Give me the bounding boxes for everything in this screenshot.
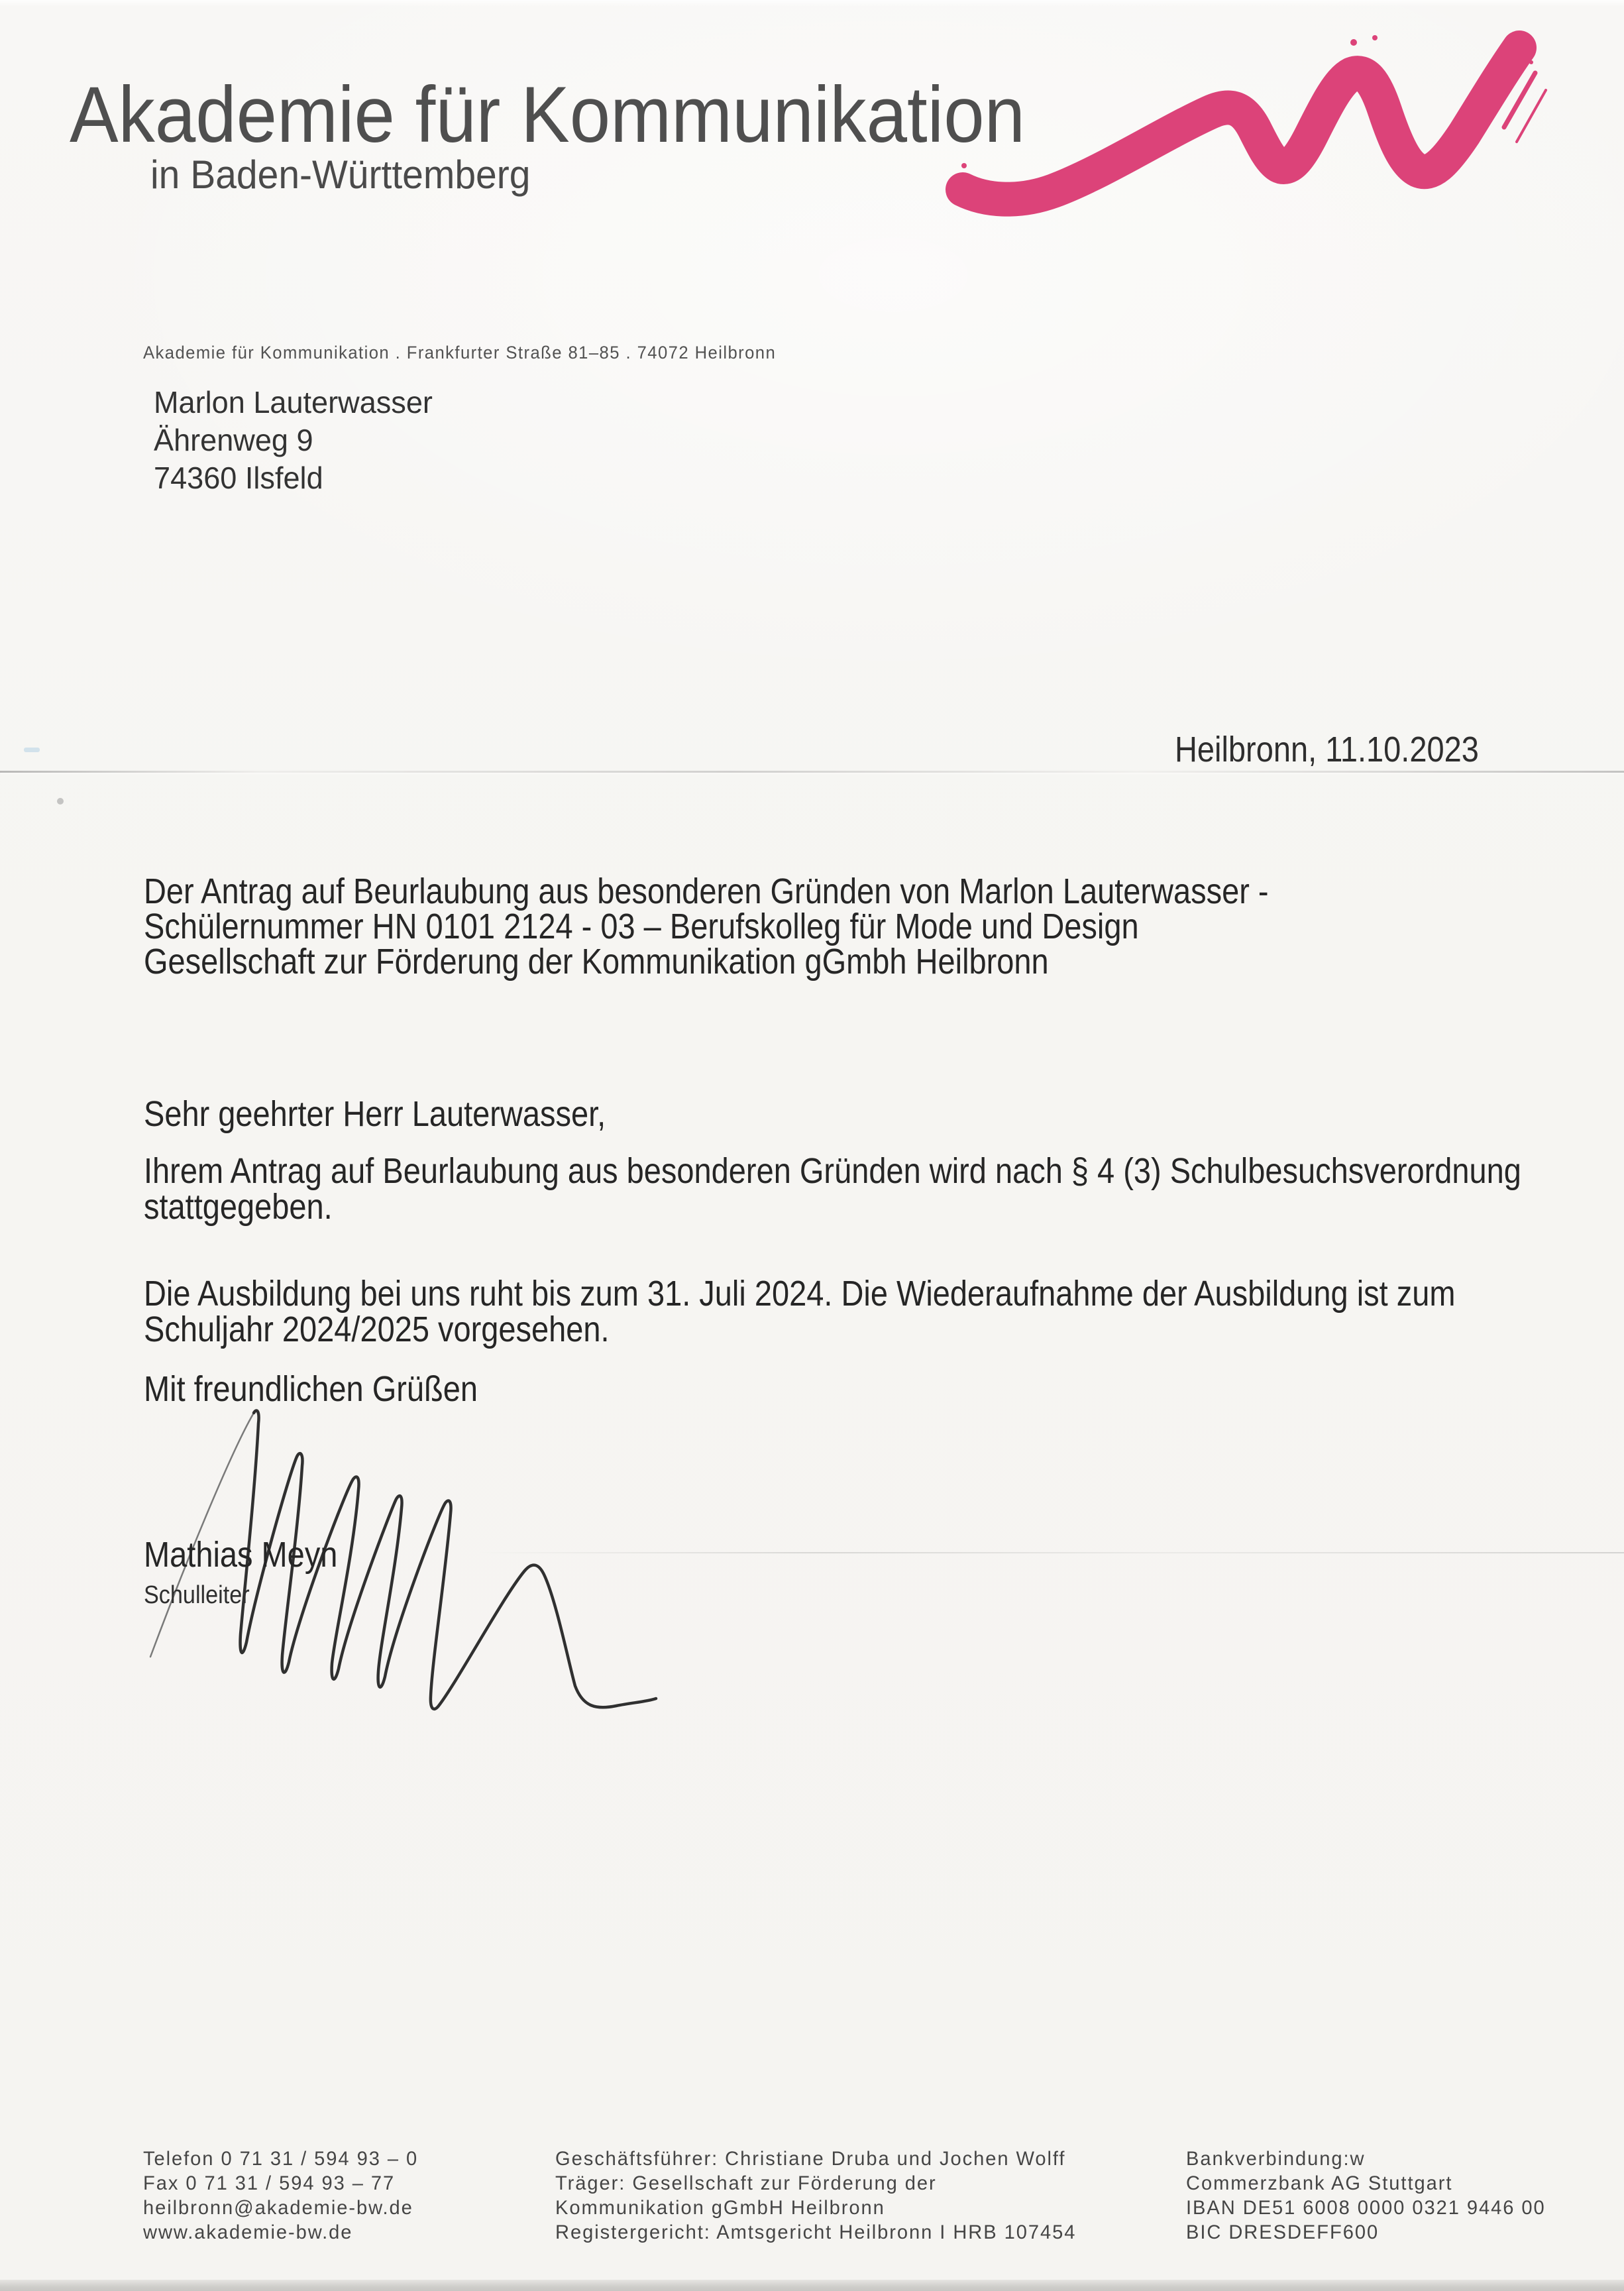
body-paragraph-2 <box>144 1276 1624 1347</box>
paragraph-line: Die Ausbildung bei uns ruht bis zum 31. Juli 2024. Die Wiederaufnahme der Ausbildung ist zum <box>144 1274 1456 1313</box>
footer-carrier-2: Kommunikation gGmbH Heilbronn <box>555 2197 885 2219</box>
footer-bic: BIC DRESDEFF600 <box>1186 2221 1380 2243</box>
paragraph-line: stattgegeben. <box>144 1187 333 1227</box>
footer-bank-name: Commerzbank AG Stuttgart <box>1186 2172 1453 2194</box>
footer-bank-label: Bankverbindung:w <box>1186 2148 1366 2170</box>
paragraph-line: Ihrem Antrag auf Beurlaubung aus besonderen Gründen wird nach § 4 (3) Schulbesuchsverordnung <box>144 1151 1521 1191</box>
salutation <box>144 1094 675 1134</box>
paragraph-line: Schuljahr 2024/2025 vorgesehen. <box>144 1310 610 1349</box>
date-line: Heilbronn, 11.10.2023 <box>1175 730 1479 769</box>
scan-top-edge <box>0 0 1624 7</box>
footer-website: www.akademie-bw.de <box>143 2221 353 2243</box>
signatory-name-text: Mathias Meyn <box>144 1535 338 1575</box>
footer-company-column <box>555 2147 1093 2245</box>
subject-line: Gesellschaft zur Förderung der Kommunikation gGmbh Heilbronn <box>144 942 1049 981</box>
footer-managers: Geschäftsführer: Christiane Druba und Jochen Wolff <box>555 2148 1066 2170</box>
footer-bank-column <box>1186 2147 1556 2245</box>
sender-return-line: Akademie für Kommunikation . Frankfurter Straße 81–85 . 74072 Heilbronn <box>143 343 777 363</box>
subject-line: Schülernummer HN 0101 2124 - 03 – Berufskolleg für Mode und Design <box>144 907 1139 946</box>
scan-bottom-edge <box>0 2280 1624 2291</box>
footer-carrier: Träger: Gesellschaft zur Förderung der <box>555 2172 937 2194</box>
recipient-city: 74360 Ilsfeld <box>154 461 323 495</box>
closing-text: Mit freundlichen Grüßen <box>144 1369 478 1409</box>
footer-email: heilbronn@akademie-bw.de <box>143 2197 413 2219</box>
salutation-text: Sehr geehrter Herr Lauterwasser, <box>144 1094 606 1134</box>
letterhead-subtitle: in Baden-Württemberg <box>150 152 531 197</box>
pink-brush-wave-icon <box>944 28 1594 227</box>
footer-fax: Fax 0 71 31 / 594 93 – 77 <box>143 2172 396 2194</box>
body-paragraph-1 <box>144 1153 1624 1225</box>
subject-line: Der Antrag auf Beurlaubung aus besonderen Gründen von Marlon Lauterwasser - <box>144 871 1269 911</box>
signatory-role-text: Schulleiter <box>144 1581 250 1609</box>
footer-phone: Telefon 0 71 31 / 594 93 – 0 <box>143 2148 419 2170</box>
signatory-name <box>144 1537 366 1573</box>
recipient-street: Ährenweg 9 <box>154 423 313 457</box>
footer-register: Registergericht: Amtsgericht Heilbronn I HRB 107454 <box>555 2221 1077 2243</box>
footer-contact-column <box>143 2147 427 2245</box>
signatory-role <box>144 1578 261 1613</box>
footer-iban: IBAN DE51 6008 0000 0321 9446 00 <box>1186 2197 1546 2219</box>
recipient-name: Marlon Lauterwasser <box>154 385 433 419</box>
subject-block <box>144 871 1436 981</box>
fold-crease-line <box>0 771 1624 773</box>
recipient-block <box>154 384 439 497</box>
scan-dot <box>57 798 64 805</box>
fold-crease-line-2 <box>477 1552 1624 1553</box>
letterhead-title: Akademie für Kommunikation <box>70 70 1025 159</box>
scan-speck <box>24 748 40 752</box>
